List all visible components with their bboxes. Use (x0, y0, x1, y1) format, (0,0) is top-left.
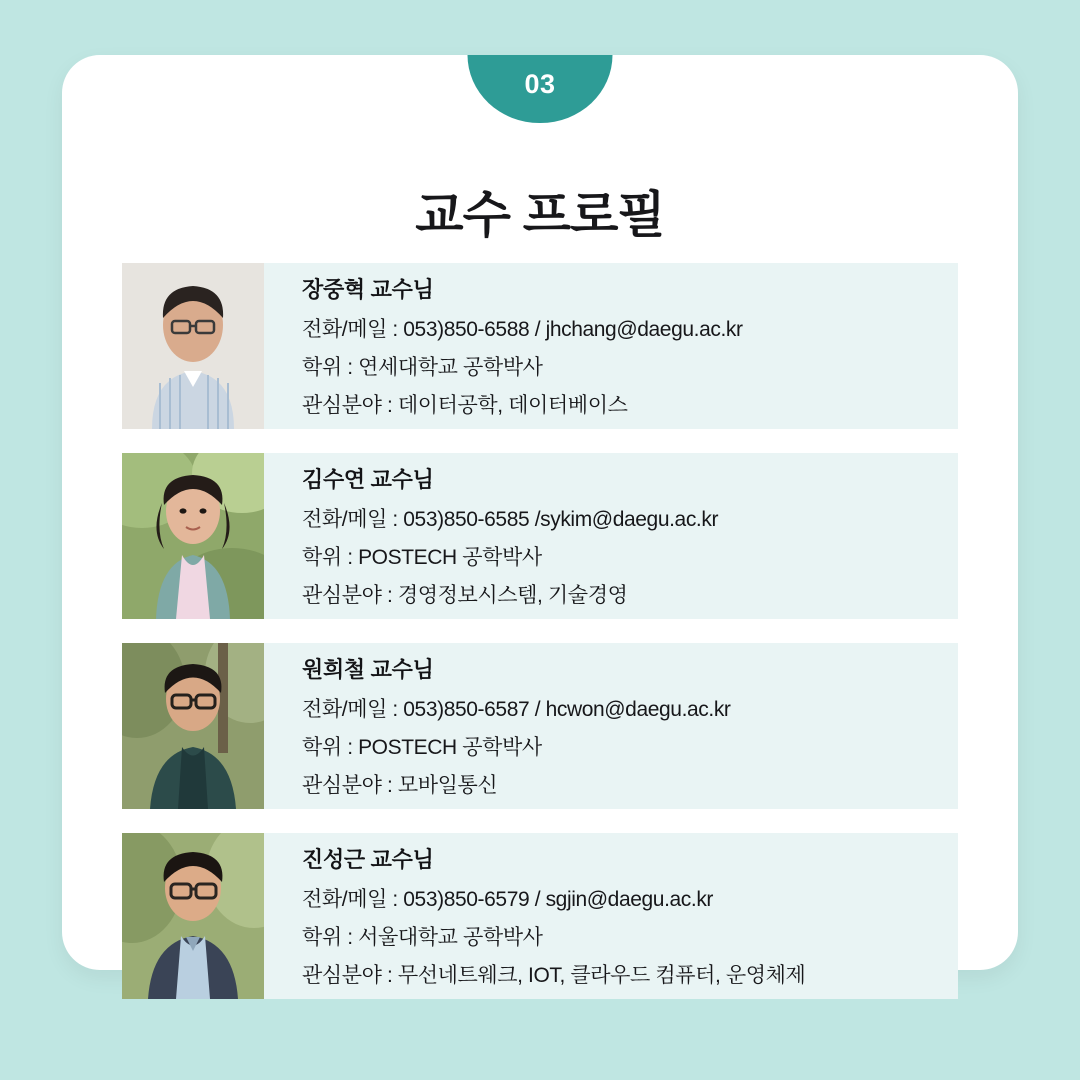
professor-name: 원희철 교수님 (302, 657, 434, 682)
professor-info (264, 273, 759, 419)
professor-degree: 학위 : 서울대학교 공학박사 (302, 926, 543, 949)
professor-name: 진성근 교수님 (302, 847, 434, 872)
profile-card (62, 55, 1018, 987)
professor-contact: 전화/메일 : 053)850-6585 /sykim@daegu.ac.kr (302, 508, 719, 531)
page-title: 교수 프로필 (415, 187, 665, 243)
avatar (122, 453, 264, 619)
list-item[interactable] (122, 833, 958, 999)
professor-list (122, 263, 958, 1023)
avatar (122, 643, 264, 809)
avatar (122, 833, 264, 999)
professor-interests: 관심분야 : 데이터공학, 데이터베이스 (302, 394, 628, 417)
section-number-badge (468, 55, 613, 123)
list-item[interactable] (122, 643, 958, 809)
avatar (122, 263, 264, 429)
professor-degree: 학위 : POSTECH 공학박사 (302, 546, 542, 569)
professor-contact: 전화/메일 : 053)850-6588 / jhchang@daegu.ac.kr (302, 318, 743, 341)
professor-interests: 관심분야 : 무선네트웨크, IOT, 클라우드 컴퓨터, 운영체제 (302, 964, 806, 987)
professor-info (264, 463, 734, 609)
list-item[interactable] (122, 263, 958, 429)
professor-info (264, 653, 747, 799)
section-number-label: 03 (524, 69, 556, 99)
professor-interests: 관심분야 : 경영정보시스템, 기술경영 (302, 584, 628, 607)
professor-degree: 학위 : 연세대학교 공학박사 (302, 356, 543, 379)
professor-interests: 관심분야 : 모바일통신 (302, 774, 498, 797)
list-item[interactable] (122, 453, 958, 619)
professor-contact: 전화/메일 : 053)850-6579 / sgjin@daegu.ac.kr (302, 888, 714, 911)
professor-info (264, 843, 821, 989)
professor-degree: 학위 : POSTECH 공학박사 (302, 736, 542, 759)
professor-name: 장중혁 교수님 (302, 277, 434, 302)
professor-name: 김수연 교수님 (302, 467, 434, 492)
professor-contact: 전화/메일 : 053)850-6587 / hcwon@daegu.ac.kr (302, 698, 731, 721)
